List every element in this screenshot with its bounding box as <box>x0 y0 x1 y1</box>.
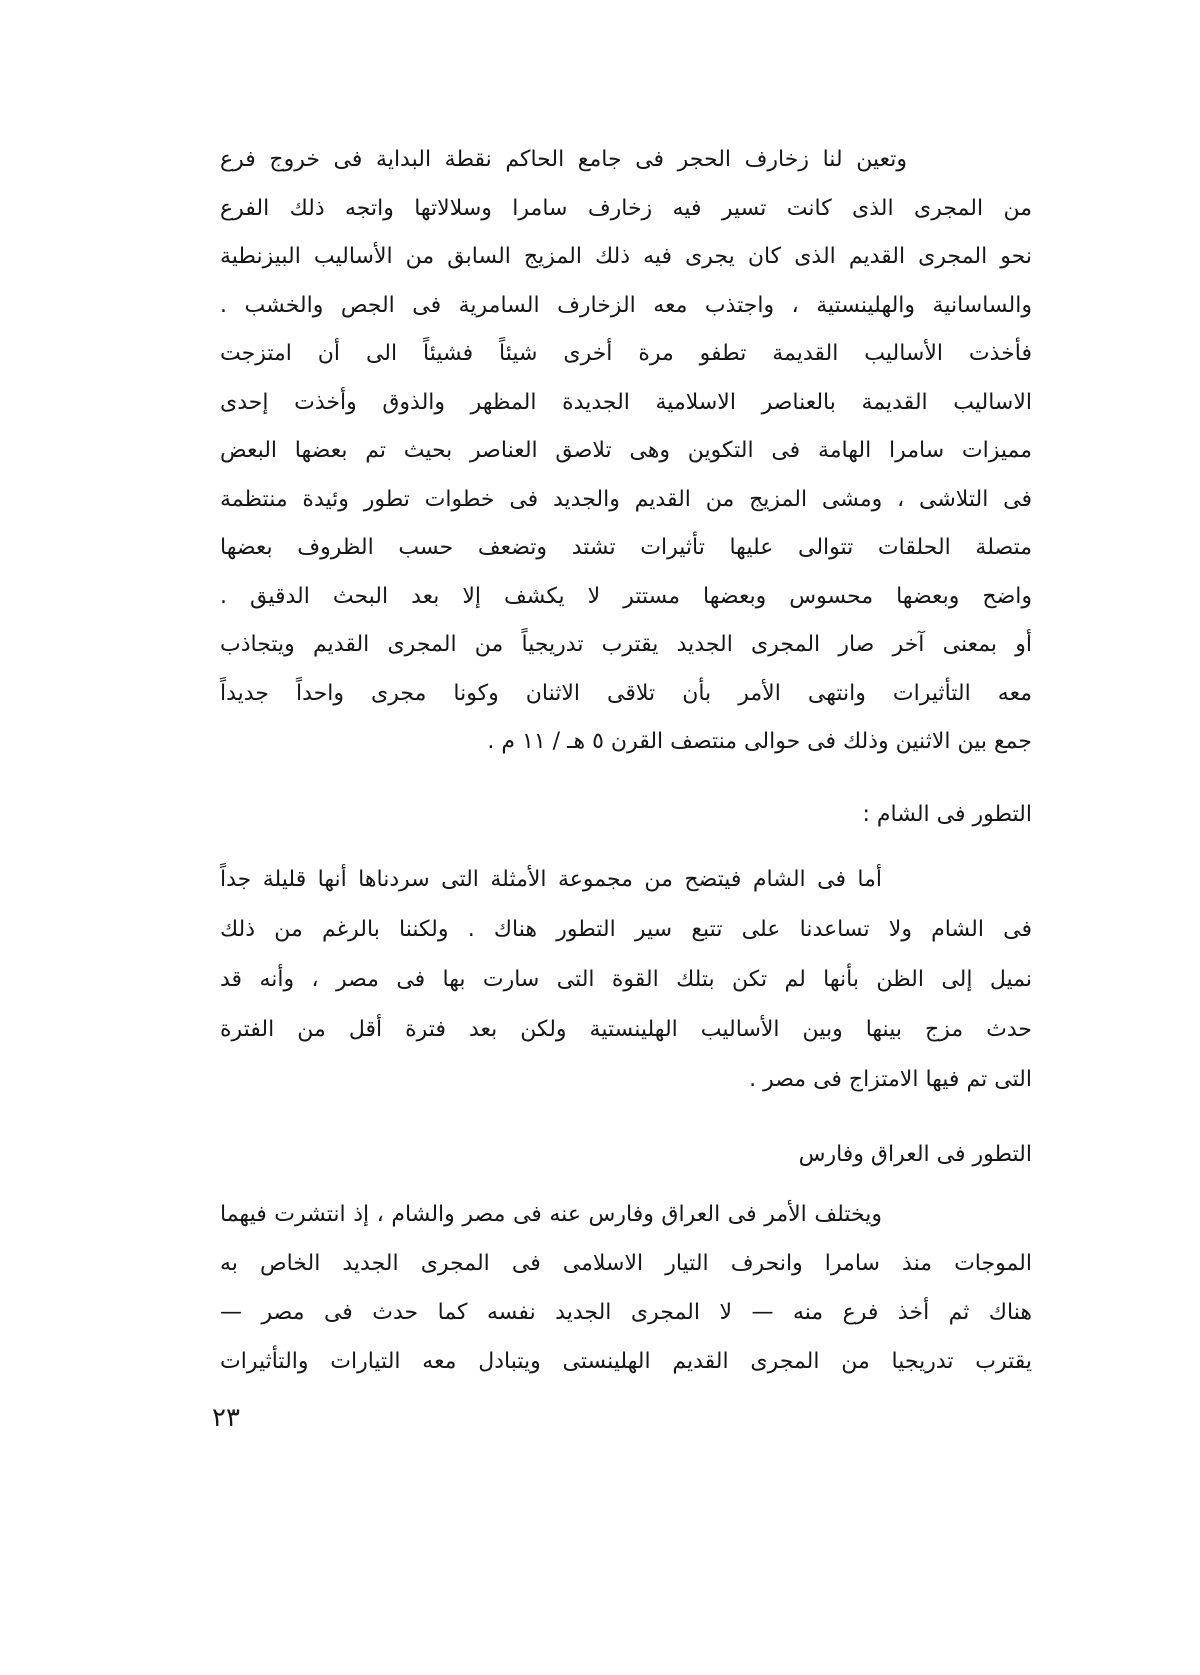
text-line: ويختلف الأمر فى العراق وفارس عنه فى مصر والشام ، إذ انتشرت فيهما <box>220 1202 882 1227</box>
text-line: هناك ثم أخذ فرع منه — لا المجرى الجديد نفسه كما حدث فى مصر — <box>220 1300 1032 1325</box>
paragraph-egypt-development <box>220 136 1032 767</box>
section-heading-iraq-persia: التطور فى العراق وفارس <box>798 1142 1032 1167</box>
page-number: ٢٣ <box>212 1403 240 1433</box>
text-line: الاساليب القديمة بالعناصر الاسلامية الجديدة المظهر والذوق وأخذت إحدى <box>220 389 1032 415</box>
text-line: نميل إلى الظن بأنها لم تكن بتلك القوة التى سارت بها فى مصر ، وأنه قد <box>220 967 1032 992</box>
section-heading-syria: التطور فى الشام : <box>862 802 1032 827</box>
text-line: والساسانية والهلينستية ، واجتذب معه الزخارف السامرية فى الجص والخشب . <box>220 292 1032 318</box>
text-line: واضح وبعضها محسوس وبعضها مستتر لا يكشف إلا بعد البحث الدقيق . <box>220 583 1032 609</box>
text-line: نحو المجرى القديم الذى كان يجرى فيه ذلك المزيج السابق من الأساليب البيزنطية <box>220 244 1032 269</box>
text-line: مميزات سامرا الهامة فى التكوين وهى تلاصق العناصر بحيث تم بعضها البعض <box>220 438 1032 463</box>
text-line: حدث مزج بينها وبين الأساليب الهلينستية ولكن بعد فترة أقل من الفترة <box>220 1017 1032 1042</box>
text-line: متصلة الحلقات تتوالى عليها تأثيرات تشتد وتضعف حسب الظروف بعضها <box>220 535 1032 560</box>
text-line: فى الشام ولا تساعدنا على تتبع سير التطور هناك . ولكننا بالرغم من ذلك <box>220 917 1032 942</box>
text-line: فى التلاشى ، ومشى المزيج من القديم والجديد فى خطوات تطور وئيدة منتظمة <box>220 486 1032 512</box>
text-line: يقترب تدريجيا من المجرى القديم الهلينستى ويتبادل معه التيارات والتأثيرات <box>220 1349 1032 1374</box>
paragraph-iraq-persia-development <box>220 1190 1032 1386</box>
text-line: أما فى الشام فيتضح من مجموعة الأمثلة التى سردناها أنها قليلة جداً <box>220 867 882 892</box>
text-line: وتعين لنا زخارف الحجر فى جامع الحاكم نقطة البداية فى خروج فرع <box>220 147 907 172</box>
text-line: فأخذت الأساليب القديمة تطفو مرة أخرى شيئاً فشيئاً الى أن امتزجت <box>220 341 1032 366</box>
paragraph-syria-development <box>220 855 1032 1105</box>
text-line: معه التأثيرات وانتهى الأمر بأن تلاقى الاثنان وكونا مجرى واحداً جديداً <box>220 680 1032 706</box>
text-line: الموجات منذ سامرا وانحرف التيار الاسلامى فى المجرى الجديد الخاص به <box>220 1251 1032 1276</box>
text-line: أو بمعنى آخر صار المجرى الجديد يقترب تدريجياً من المجرى القديم ويتجاذب <box>220 632 1032 657</box>
text-line: التى تم فيها الامتزاج فى مصر . <box>749 1067 1032 1092</box>
text-line: من المجرى الذى كانت تسير فيه زخارف سامرا وسلالاتها واتجه ذلك الفرع <box>220 195 1032 221</box>
text-line: جمع بين الاثنين وذلك فى حوالى منتصف القرن ٥ هـ / ١١ م . <box>487 729 1032 754</box>
